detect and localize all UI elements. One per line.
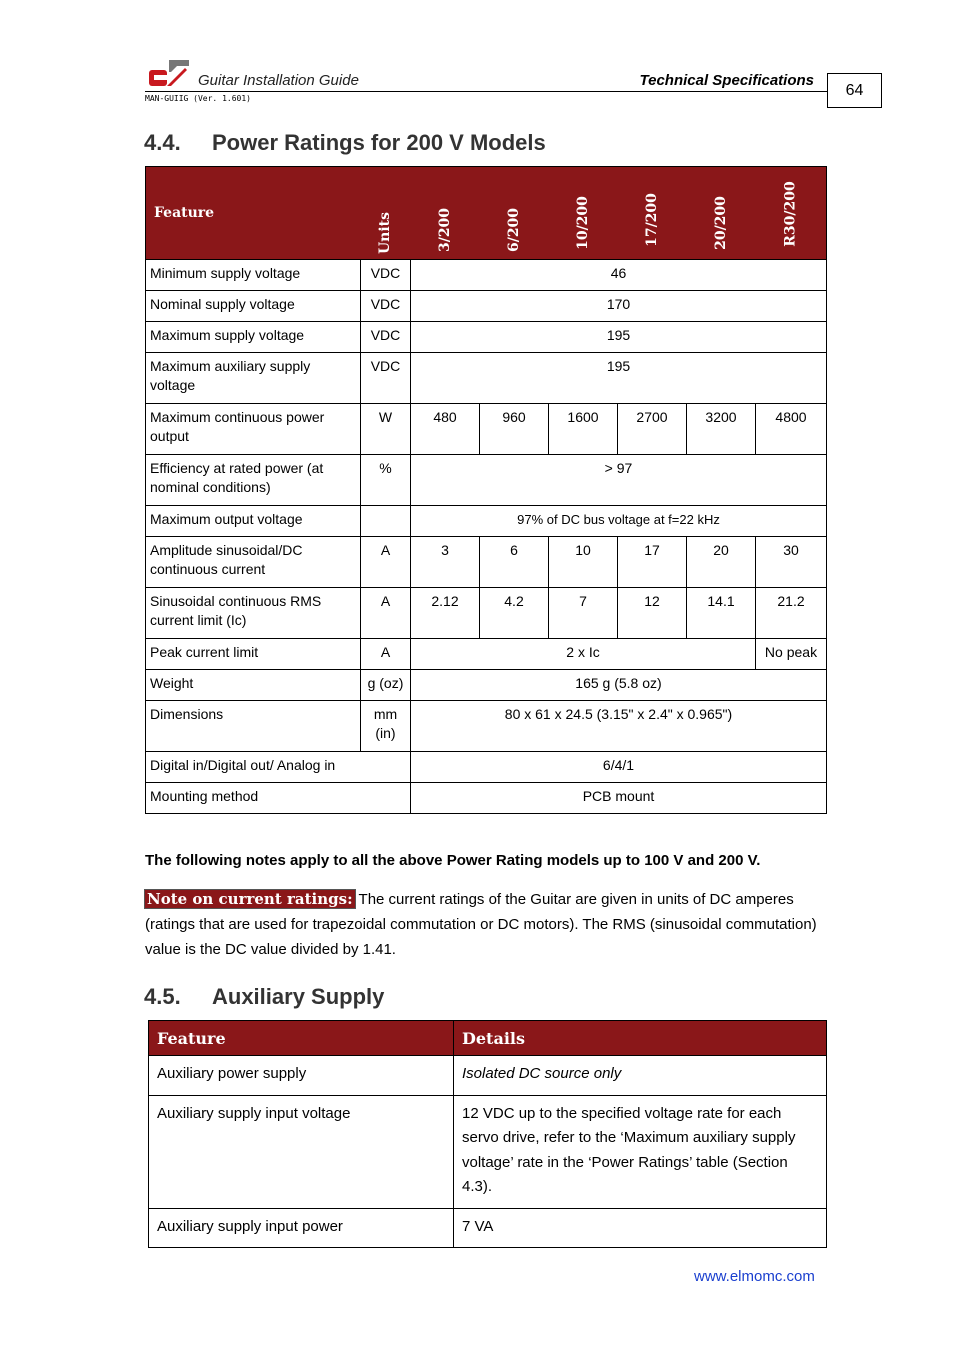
row-feature: Nominal supply voltage: [146, 291, 361, 322]
row-unit: A: [361, 588, 411, 639]
row-value: 2 x Ic: [411, 639, 756, 670]
doc-id: MAN-GUIIG (Ver. 1.601): [145, 94, 251, 103]
table-row: [146, 701, 827, 752]
row-value: 14.1: [687, 588, 756, 639]
row-feature: Minimum supply voltage: [146, 260, 361, 291]
row-value: 4800: [756, 404, 827, 455]
header-model: 20/200: [687, 167, 756, 260]
table-header-row: [149, 1021, 827, 1056]
row-value: 6: [480, 537, 549, 588]
row-unit: A: [361, 639, 411, 670]
header-units: Units: [361, 167, 411, 260]
aux-section-number: 4.5.: [144, 984, 181, 1009]
aux-section-heading: Auxiliary Supply: [212, 984, 385, 1009]
row-value: 10: [549, 537, 618, 588]
header-model: 3/200: [411, 167, 480, 260]
page-number: 64: [827, 73, 882, 108]
table-row: [146, 455, 827, 506]
footer-link[interactable]: www.elmomc.com: [694, 1268, 815, 1285]
table-row: [146, 506, 827, 537]
row-feature: Auxiliary power supply: [149, 1056, 454, 1096]
row-unit: VDC: [361, 291, 411, 322]
row-value: 20: [687, 537, 756, 588]
row-unit: g (oz): [361, 670, 411, 701]
row-value: 6/4/1: [411, 752, 827, 783]
row-details: Isolated DC source only: [454, 1056, 827, 1096]
row-value: > 97: [411, 455, 827, 506]
table-row: [146, 639, 827, 670]
row-feature: Maximum supply voltage: [146, 322, 361, 353]
header-rule: [145, 91, 828, 92]
row-value: 170: [411, 291, 827, 322]
row-feature: Dimensions: [146, 701, 361, 752]
row-value-last: No peak: [756, 639, 827, 670]
table-row: [146, 260, 827, 291]
row-value: 3200: [687, 404, 756, 455]
row-value: 165 g (5.8 oz): [411, 670, 827, 701]
header-model: 17/200: [618, 167, 687, 260]
power-section-heading: Power Ratings for 200 V Models: [212, 130, 546, 155]
row-feature: Amplitude sinusoidal/DC continuous current: [146, 537, 361, 588]
header-model: R30/200: [756, 167, 827, 260]
table-row: [146, 404, 827, 455]
row-value: 2.12: [411, 588, 480, 639]
row-details: 7 VA: [454, 1208, 827, 1248]
table-row: [146, 322, 827, 353]
row-feature: Maximum auxiliary supply voltage: [146, 353, 361, 404]
power-section-number: 4.4.: [144, 130, 181, 155]
row-unit: VDC: [361, 260, 411, 291]
table-row: [149, 1208, 827, 1248]
row-feature: Efficiency at rated power (at nominal conditions): [146, 455, 361, 506]
row-value: 195: [411, 322, 827, 353]
row-value: 21.2: [756, 588, 827, 639]
table-row: [149, 1056, 827, 1096]
power-section-title: [144, 130, 546, 156]
row-unit: [361, 506, 411, 537]
table-row: [146, 588, 827, 639]
header-details: Details: [454, 1021, 827, 1056]
row-value: 195: [411, 353, 827, 404]
row-value: 1600: [549, 404, 618, 455]
doc-title: Guitar Installation Guide: [198, 72, 359, 89]
row-feature: Sinusoidal continuous RMS current limit (Ic): [146, 588, 361, 639]
row-feature: Peak current limit: [146, 639, 361, 670]
row-value: 4.2: [480, 588, 549, 639]
row-feature: Maximum output voltage: [146, 506, 361, 537]
note-text: The current ratings of the Guitar are given in units of DC amperes (ratings that are used for trapezoidal commutation or DC motors). The RMS (sinusoidal commutation) value is the DC value divided by 1.41.: [145, 891, 817, 958]
row-value: 17: [618, 537, 687, 588]
note-label: Note on current ratings:: [147, 890, 353, 908]
row-unit: mm (in): [361, 701, 411, 752]
row-feature: Digital in/Digital out/ Analog in: [146, 752, 411, 783]
row-value: 960: [480, 404, 549, 455]
row-value: 480: [411, 404, 480, 455]
row-value: PCB mount: [411, 783, 827, 814]
row-feature: Auxiliary supply input voltage: [149, 1095, 454, 1208]
header-model: 6/200: [480, 167, 549, 260]
row-value: 7: [549, 588, 618, 639]
table-row: [146, 291, 827, 322]
table-row: [146, 783, 827, 814]
table-row: [146, 670, 827, 701]
row-unit: %: [361, 455, 411, 506]
row-value: 97% of DC bus voltage at f=22 kHz: [411, 506, 827, 537]
aux-supply-table: [148, 1020, 827, 1248]
table-row: [146, 537, 827, 588]
row-value: 30: [756, 537, 827, 588]
row-feature: Auxiliary supply input power: [149, 1208, 454, 1248]
power-ratings-table: [145, 166, 827, 814]
table-row: [149, 1095, 827, 1208]
row-value: 12: [618, 588, 687, 639]
row-value: 46: [411, 260, 827, 291]
row-unit: VDC: [361, 322, 411, 353]
row-unit: W: [361, 404, 411, 455]
row-feature: Weight: [146, 670, 361, 701]
section-name: Technical Specifications: [639, 72, 814, 89]
row-unit: VDC: [361, 353, 411, 404]
notes-intro: The following notes apply to all the above Power Rating models up to 100 V and 200 V.: [145, 852, 761, 869]
elmo-logo-icon: [147, 58, 189, 88]
table-row: [146, 752, 827, 783]
row-feature: Mounting method: [146, 783, 411, 814]
row-value: 2700: [618, 404, 687, 455]
aux-section-title: [144, 984, 384, 1010]
header-feature: Feature: [149, 1021, 454, 1056]
row-value: 3: [411, 537, 480, 588]
row-feature: Maximum continuous power output: [146, 404, 361, 455]
table-row: [146, 353, 827, 404]
row-value: 80 x 61 x 24.5 (3.15" x 2.4" x 0.965"): [411, 701, 827, 752]
table-header-row: [146, 167, 827, 260]
header-model: 10/200: [549, 167, 618, 260]
row-unit: A: [361, 537, 411, 588]
header-feature: Feature: [146, 167, 361, 260]
note-paragraph: [145, 887, 835, 962]
row-details: 12 VDC up to the specified voltage rate for each servo drive, refer to the ‘Maximum auxiliary supply voltage’ rate in the ‘Power Ratings’ table (Section 4.3).: [454, 1095, 827, 1208]
